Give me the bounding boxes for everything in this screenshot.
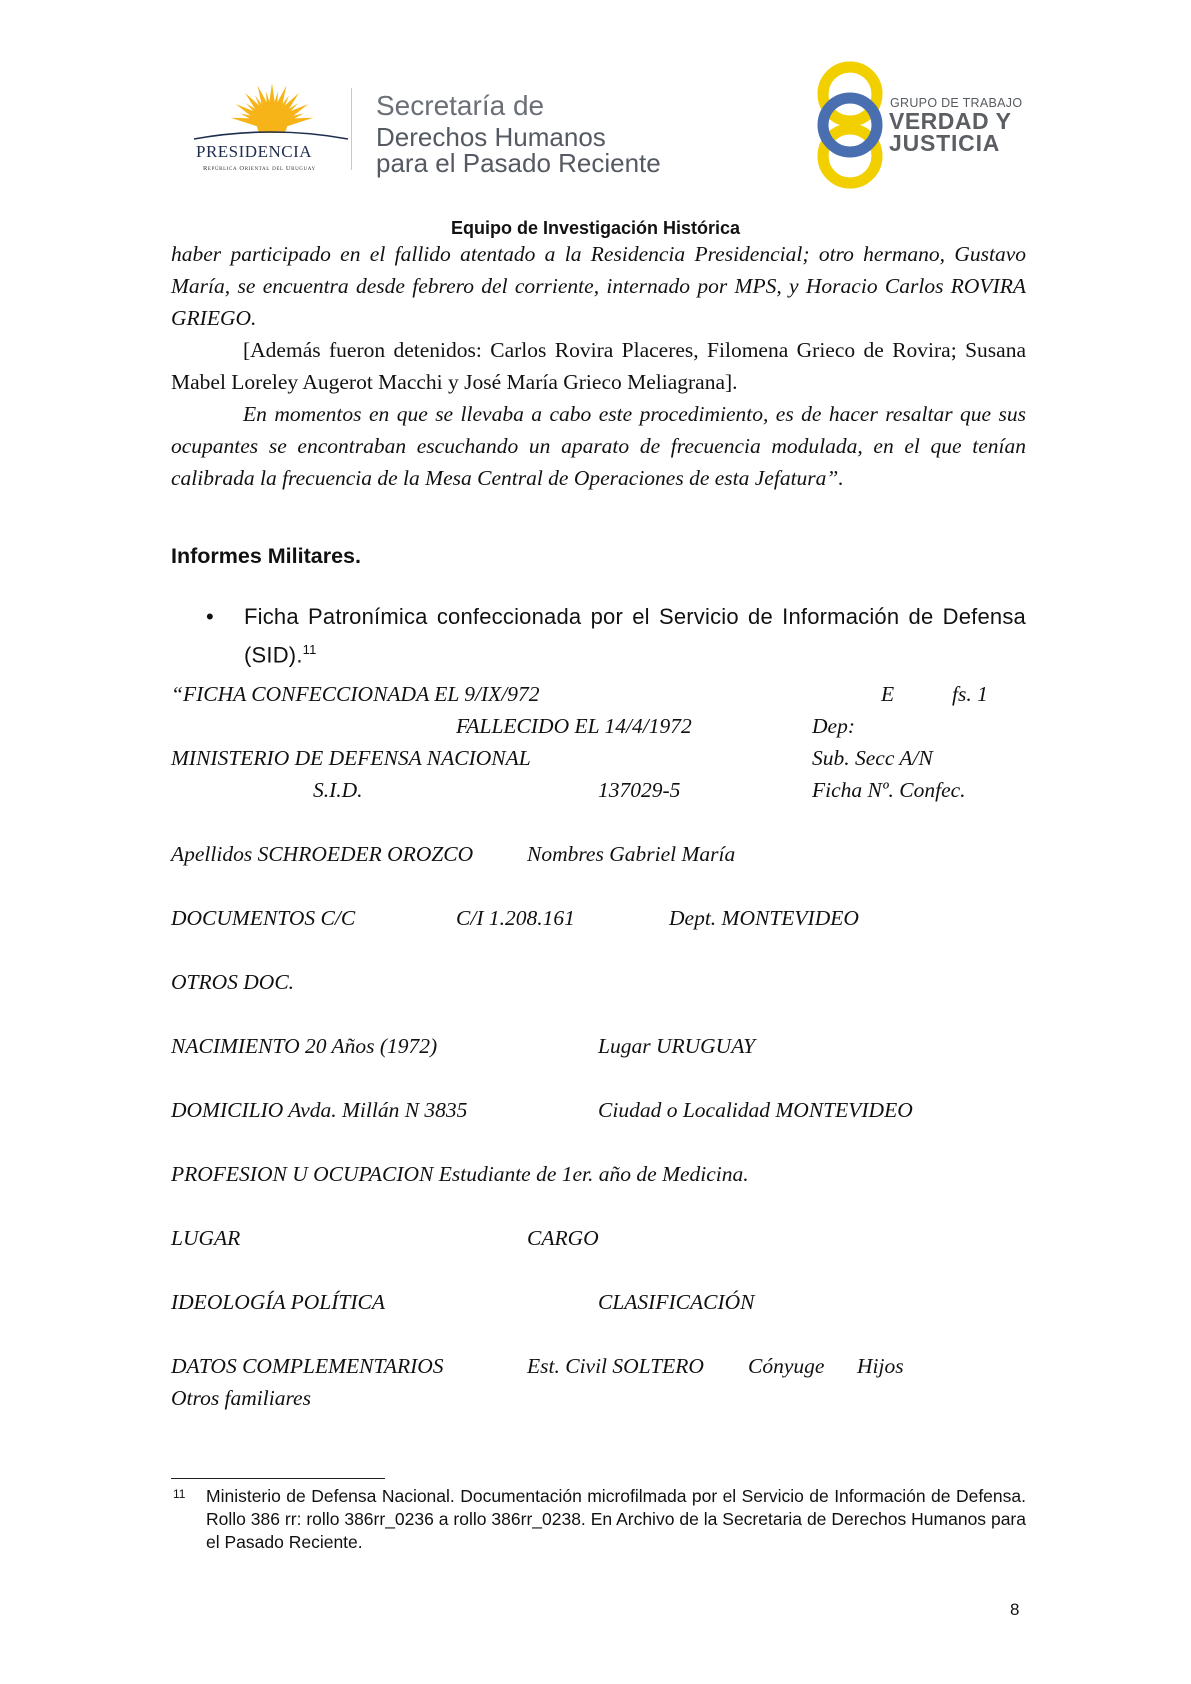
ficha-nombres: Nombres Gabriel María [527,842,736,866]
bullet-item [244,600,1026,671]
ficha-otros-doc: OTROS DOC. [171,970,295,994]
secretaria-line-1: Secretaría de [376,90,545,121]
ficha-fs: fs. 1 [952,682,988,706]
bullet-item-text: Ficha Patronímica confeccionada por el Servicio de Información de Defensa (SID). [244,604,1026,668]
footnote-number: 11 [173,1487,186,1501]
grupo-trabajo-line-2: VERDAD Y [889,108,1012,134]
presidencia-text: PRESIDENCIA [196,142,313,161]
ficha-confeccionada: “FICHA CONFECCIONADA EL 9/IX/972 [171,682,540,706]
ficha-ciudad: Ciudad o Localidad MONTEVIDEO [598,1098,913,1122]
grupo-trabajo-line-1: GRUPO DE TRABAJO [890,96,1023,110]
presidencia-subtext: República Oriental del Uruguay [203,165,316,172]
ficha-datos-complementarios: DATOS COMPLEMENTARIOS [171,1354,444,1378]
ficha-lugar: LUGAR [171,1226,241,1250]
ficha-ci: C/I 1.208.161 [456,906,575,930]
paragraph-1: haber participado en el fallido atentado a la Residencia Presidencial; otro hermano, Gustavo María, se encuentra desde febrero del corriente, internado por MPS, y Horacio Carlos ROVIRA GRIEGO. [171,242,1026,330]
ficha-estado-civil: Est. Civil SOLTERO [527,1354,704,1378]
secretaria-line-3: para el Pasado Reciente [376,148,661,178]
footnote-text: Ministerio de Defensa Nacional. Documentación microfilmada por el Servicio de Información de Defensa. Rollo 386 rr: rollo 386rr_0236 a rollo 386rr_0238. En Archivo de la Secretaria de Derechos Humanos para el Pasado Reciente. [206,1486,1026,1552]
ficha-fallecido: FALLECIDO EL 14/4/1972 [456,714,692,738]
ficha-dept: Dept. MONTEVIDEO [669,906,859,930]
header-divider [351,88,352,170]
paragraph-3: En momentos en que se llevaba a cabo este procedimiento, es de hacer resaltar que sus ocupantes se encontraban escuchando un aparato de frecuencia modulada, en el que tenían calibrada la frecuencia de la Mesa Central de Operaciones de esta Jefatura”. [171,402,1026,490]
ficha-apellidos: Apellidos SCHROEDER OROZCO [171,842,474,866]
ficha-numero-confec: Ficha Nº. Confec. [812,778,966,802]
bullet-marker: • [206,604,214,629]
ficha-otros-familiares: Otros familiares [171,1386,311,1410]
ficha-hijos: Hijos [857,1354,904,1378]
ficha-numero: 137029-5 [598,778,681,802]
ficha-documentos: DOCUMENTOS C/C [171,906,356,930]
grupo-trabajo-line-3: JUSTICIA [889,130,1001,156]
footnote-reference: 11 [302,642,317,657]
page-header [0,0,1191,238]
equipo-investigacion-title: Equipo de Investigación Histórica [450,218,741,238]
ficha-domicilio: DOMICILIO Avda. Millán N 3835 [171,1098,468,1122]
ficha-dep: Dep: [812,714,855,738]
ficha-conyuge: Cónyuge [748,1354,825,1378]
ficha-ideologia: IDEOLOGÍA POLÍTICA [171,1290,386,1314]
section-heading: Informes Militares. [171,544,361,568]
ficha-profesion: PROFESION U OCUPACION Estudiante de 1er. año de Medicina. [171,1162,749,1186]
ficha-nacimiento: NACIMIENTO 20 Años (1972) [171,1034,438,1058]
ficha-cargo: CARGO [527,1226,599,1250]
ficha-lugar-nacimiento: Lugar URUGUAY [598,1034,756,1058]
verdad-justicia-logo [808,60,892,190]
ficha-clasificacion: CLASIFICACIÓN [598,1290,755,1314]
secretaria-line-2: Derechos Humanos [376,122,606,152]
footnote-separator [171,1478,385,1479]
ficha-sid: S.I.D. [313,778,363,802]
linked-rings-icon [808,60,892,190]
page-number: 8 [1010,1600,1020,1619]
ficha-subsecc: Sub. Secc A/N [812,746,933,770]
paragraph-2: [Además fueron detenidos: Carlos Rovira Placeres, Filomena Grieco de Rovira; Susana Mabel Loreley Augerot Macchi y José María Grieco Meliagrana]. [171,338,1026,394]
ficha-ministerio: MINISTERIO DE DEFENSA NACIONAL [171,746,531,770]
ficha-e: E [881,682,895,706]
